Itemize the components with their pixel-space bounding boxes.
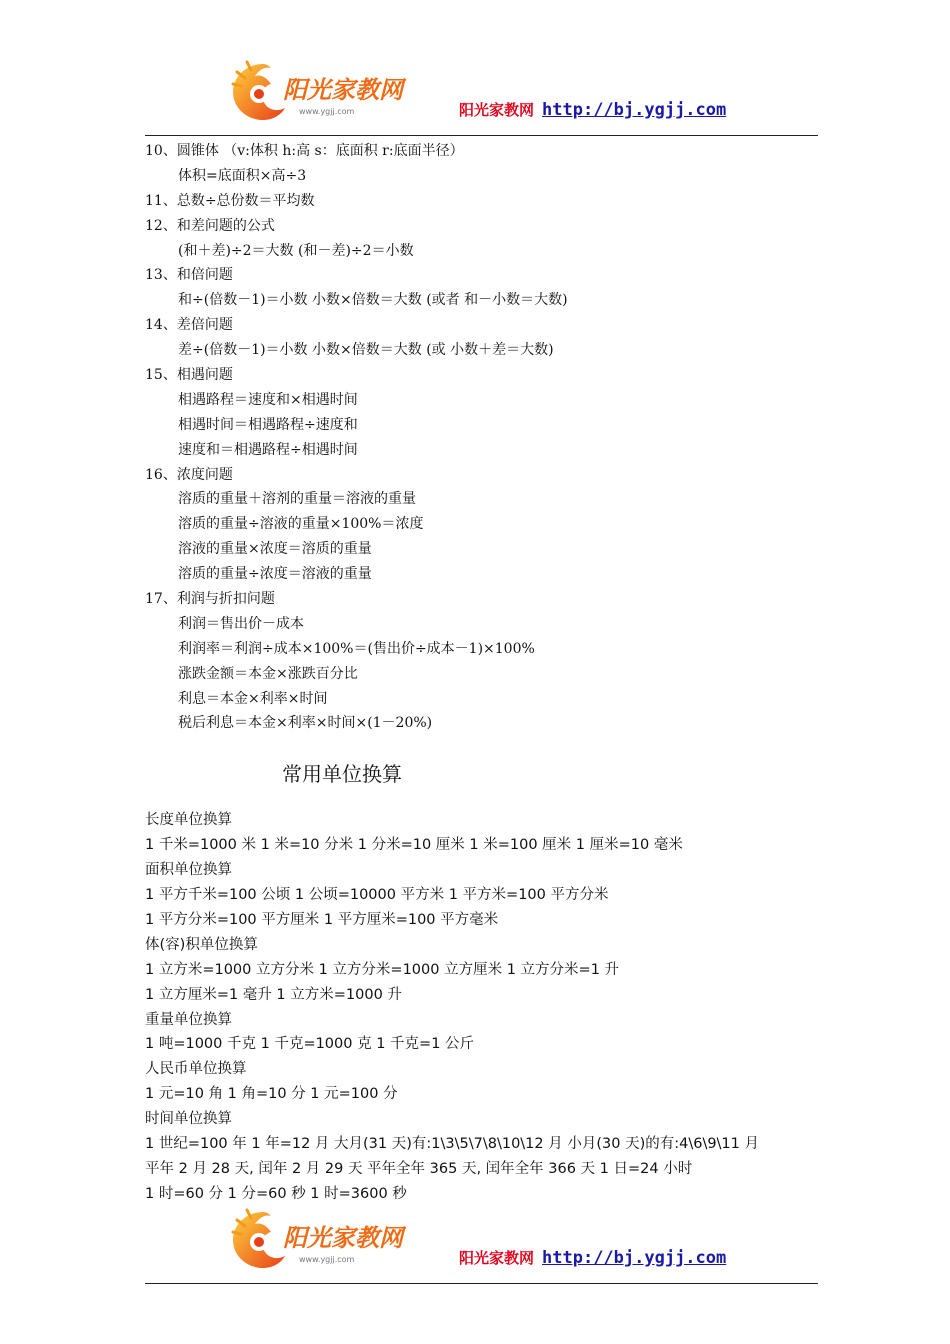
formula-heading: 13、和倍问题 [145,267,233,284]
formula-heading: 10、圆锥体 （v:体积 h:高 s：底面积 r:底面半径） [145,143,464,159]
brand-url-link[interactable]: http://bj.ygjj.com [542,1248,727,1268]
formula-line: 和÷(倍数－1)＝小数 小数×倍数＝大数 (或者 和－小数＝大数) [178,292,568,309]
unit-line: 1 世纪=100 年 1 年=12 月 大月(31 天)有:1\3\5\7\8\10\12 月 小月(30 天)的有:4\6\9\11 月 [145,1135,759,1152]
formula-line: 速度和＝相遇路程÷相遇时间 [178,441,358,458]
header-rule [145,135,818,136]
brand-line [459,99,726,120]
formula-line: 涨跌金额＝本金×涨跌百分比 [178,665,358,682]
document-body [145,139,825,1207]
unit-line: 平年 2 月 28 天, 闰年 2 月 29 天 平年全年 365 天, 闰年全年 366 天 1 日=24 小时 [145,1160,693,1177]
brand-line [459,1247,726,1268]
unit-line: 1 元=10 角 1 角=10 分 1 元=100 分 [145,1086,398,1103]
brand-name: 阳光家教网 [459,1249,535,1267]
formula-heading: 11、总数÷总份数＝平均数 [145,192,315,209]
svg-text:阳光家教网: 阳光家教网 [283,1224,403,1252]
unit-line: 1 千米=1000 米 1 米=10 分米 1 分米=10 厘米 1 米=100 厘米 1 厘米=10 毫米 [145,837,683,854]
page-footer [145,1206,818,1284]
formula-line: 差÷(倍数－1)＝小数 小数×倍数＝大数 (或 小数＋差＝大数) [178,342,554,359]
formula-line: 溶质的重量÷溶液的重量×100%＝浓度 [178,516,424,533]
sun-swirl-logo-icon [229,58,419,124]
formula-list [145,139,825,736]
unit-line: 体(容)积单位换算 [145,936,258,953]
unit-conversion-list [145,808,825,1206]
unit-line: 1 时=60 分 1 分=60 秒 1 时=3600 秒 [145,1185,407,1202]
ygjj-logo [229,1206,419,1272]
unit-line: 时间单位换算 [145,1111,232,1128]
formula-line: 相遇时间＝相遇路程÷速度和 [178,416,358,433]
formula-line: 税后利息＝本金×利率×时间×(1－20%) [178,715,433,732]
units-section-title: 常用单位换算 [282,762,402,787]
formula-heading: 12、和差问题的公式 [145,217,275,234]
formula-line: 体积=底面积×高÷3 [178,167,307,184]
formula-line: 利润＝售出价－成本 [178,615,304,632]
sun-swirl-logo-icon [229,1206,419,1272]
unit-line: 1 平方千米=100 公顷 1 公顷=10000 平方米 1 平方米=100 平方分米 [145,887,609,904]
formula-line: 溶质的重量＋溶剂的重量＝溶液的重量 [178,491,416,508]
svg-text:www.ygjj.com: www.ygjj.com [299,107,355,116]
formula-heading: 14、差倍问题 [145,317,233,334]
formula-line: 相遇路程＝速度和×相遇时间 [178,391,358,408]
formula-line: (和＋差)÷2＝大数 (和－差)÷2＝小数 [178,242,414,259]
formula-line: 溶液的重量×浓度＝溶质的重量 [178,541,372,558]
footer-rule [145,1283,818,1284]
formula-heading: 17、利润与折扣问题 [145,591,275,608]
svg-text:阳光家教网: 阳光家教网 [283,76,403,104]
unit-line: 1 立方米=1000 立方分米 1 立方分米=1000 立方厘米 1 立方分米=1 升 [145,961,620,978]
unit-line: 人民币单位换算 [145,1061,247,1078]
brand-url-link[interactable]: http://bj.ygjj.com [542,100,727,120]
formula-line: 溶质的重量÷浓度＝溶液的重量 [178,566,372,583]
unit-line: 1 吨=1000 千克 1 千克=1000 克 1 千克=1 公斤 [145,1036,475,1053]
ygjj-logo [229,58,419,124]
unit-line: 重量单位换算 [145,1011,232,1028]
unit-line: 面积单位换算 [145,862,232,879]
unit-line: 1 平方分米=100 平方厘米 1 平方厘米=100 平方毫米 [145,911,499,928]
unit-line: 长度单位换算 [145,812,232,829]
brand-name: 阳光家教网 [459,101,535,119]
page-header [145,58,818,136]
formula-heading: 16、浓度问题 [145,466,233,483]
formula-line: 利息＝本金×利率×时间 [178,690,328,707]
unit-line: 1 立方厘米=1 毫升 1 立方米=1000 升 [145,986,402,1003]
formula-heading: 15、相遇问题 [145,367,233,384]
svg-text:www.ygjj.com: www.ygjj.com [299,1255,355,1264]
formula-line: 利润率＝利润÷成本×100%＝(售出价÷成本－1)×100% [178,640,535,657]
